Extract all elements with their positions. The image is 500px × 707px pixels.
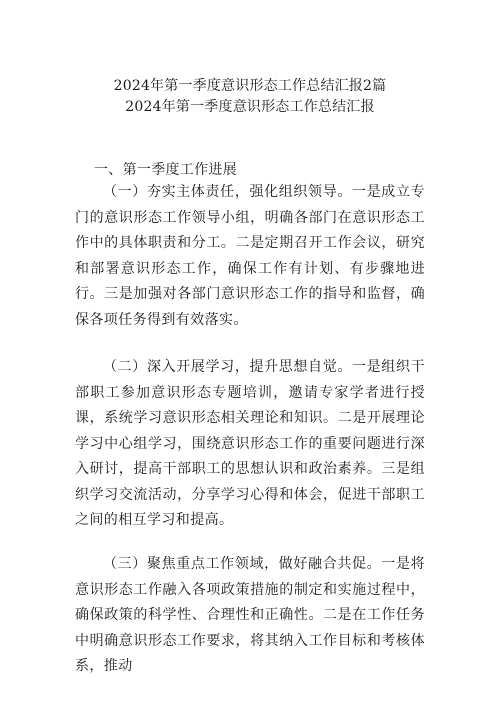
section-heading: 一、第一季度工作进展 (94, 162, 237, 178)
document-subtitle: 2024年第一季度意识形态工作总结汇报 (125, 99, 375, 115)
paragraph-1: （一）夯实主体责任，强化组织领导。一是成立专门的意识形态工作领导小组，明确各部门在意识形态工作中的具体职责和分工。二是定期召开工作会议，研究和部署意识形态工作，确保工作有计划、有步骤地进行。三是加强对各部门意识形态工作的指导和监督，确保各项任务得到有效落实。 (75, 184, 425, 328)
paragraph-3: （三）聚焦重点工作领域，做好融合共促。一是将意识形态工作融入各项政策措施的制定和实施过程中，确保政策的科学性、合理性和正确性。二是在工作任务中明确意识形态工作要求，将其纳入工作目标和考核体系，推动 (75, 556, 425, 674)
document-title: 2024年第一季度意识形态工作总结汇报2篇 (113, 78, 387, 94)
paragraph-2: （二）深入开展学习，提升思想自觉。一是组织干部职工参加意识形态专题培训，邀请专家学者进行授课，系统学习意识形态相关理论和知识。二是开展理论学习中心组学习，围绕意识形态工作的重要问题进行深入研讨，提高干部职工的思想认识和政治素养。三是组织学习交流活动，分享学习心得和体会，促进干部职工之间的相互学习和提高。 (75, 359, 425, 528)
